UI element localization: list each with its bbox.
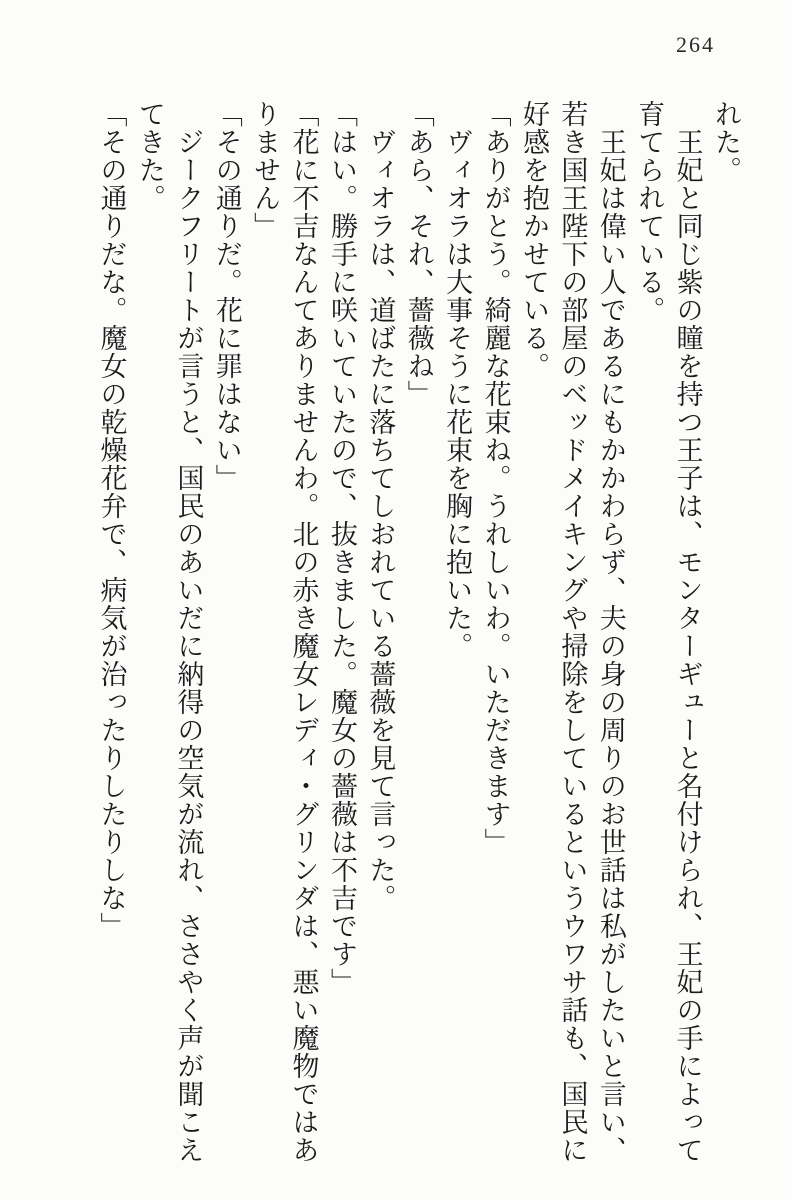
text-column: 王妃は偉い人であるにもかかわらず、夫の身の周りのお世話は私がしたいと言い、 bbox=[595, 100, 626, 1164]
text-column: 「その通りだな。魔女の乾燥花弁で、病気が治ったりしたりしな」 bbox=[96, 100, 127, 940]
text-column: 育てられている。 bbox=[634, 100, 665, 324]
text-column: 「あら、それ、薔薇ね」 bbox=[403, 100, 434, 408]
text-column: 「その通りだ。花に罪はない」 bbox=[211, 100, 242, 492]
text-column: 好感を抱かせている。 bbox=[518, 100, 549, 380]
text-column: 若き国王陛下の部屋のベッドメイキングや掃除をしているというウワサ話も、国民に bbox=[557, 100, 588, 1164]
text-column: 「ありがとう。綺麗な花束ね。うれしいわ。いただきます」 bbox=[480, 100, 511, 856]
page-number: 264 bbox=[676, 32, 715, 57]
text-column: りません」 bbox=[250, 100, 281, 240]
text-column: れた。 bbox=[711, 100, 741, 184]
text-column: ヴィオラは大事そうに花束を胸に抱いた。 bbox=[442, 100, 473, 660]
text-column: ジークフリートが言うと、国民のあいだに納得の空気が流れ、ささやく声が聞こえ bbox=[173, 100, 204, 1164]
text-column: 「はい。勝手に咲いていたので、抜きました。魔女の薔薇は不吉です」 bbox=[326, 100, 357, 996]
text-column: 王妃と同じ紫の瞳を持つ王子は、モンターギューと名付けられ、王妃の手によって bbox=[672, 100, 703, 1164]
text-column: てきた。 bbox=[134, 100, 165, 212]
text-column: ヴィオラは、道ばたに落ちてしおれている薔薇を見て言った。 bbox=[365, 100, 396, 912]
text-column: 「花に不吉なんてありませんわ。北の赤き魔女レディ・グリンダは、悪い魔物ではあ bbox=[288, 100, 319, 1164]
text-columns bbox=[92, 100, 745, 1172]
